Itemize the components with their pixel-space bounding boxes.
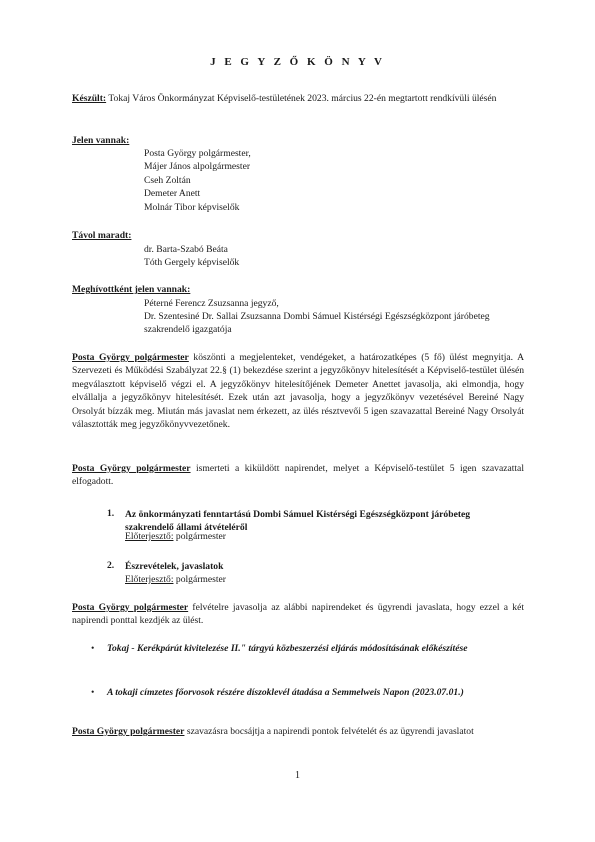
jelen-label: Jelen vannak: bbox=[72, 135, 130, 146]
speaker-name: Posta György polgármester bbox=[72, 352, 189, 363]
paragraph-text: ismerteti a kiküldött napirendet, melyet a Képviselő-testület 5 igen szavazattal elfogadott. bbox=[72, 463, 524, 488]
keszult-label: Készült: bbox=[72, 93, 107, 104]
jelen-item: Posta György polgármester, bbox=[144, 148, 251, 159]
speaker-name: Posta György polgármester bbox=[72, 463, 191, 474]
speaker-name: Posta György polgármester bbox=[72, 726, 185, 737]
agenda-presenter bbox=[125, 573, 226, 586]
jelen-item: Cseh Zoltán bbox=[144, 175, 191, 186]
bullet-icon: • bbox=[91, 643, 95, 654]
agenda-number: 1. bbox=[107, 508, 115, 519]
keszult-text: Tokaj Város Önkormányzat Képviselő-testületének 2023. március 22-én megtartott rendkívüli ülésén bbox=[108, 93, 497, 104]
jelen-item: Májer János alpolgármester bbox=[144, 161, 251, 172]
agenda-title: Észrevételek, javaslatok bbox=[125, 561, 224, 572]
agenda-presenter bbox=[125, 530, 226, 543]
bullet-icon: • bbox=[91, 687, 95, 698]
jelen-item: Demeter Anett bbox=[144, 188, 201, 199]
bullet-item: A tokaji címzetes főorvosok részére díszoklevél átadása a Semmelweis Napon (2023.07.01.) bbox=[107, 687, 464, 698]
ugyrendi-paragraph bbox=[72, 601, 524, 628]
tavol-item: dr. Barta-Szabó Beáta bbox=[144, 244, 228, 255]
agenda-intro-paragraph bbox=[72, 462, 524, 489]
bullet-item: Tokaj - Kerékpárút kivitelezése II." tárgyú közbeszerzési eljárás módosításának előkészítése bbox=[107, 643, 468, 654]
paragraph-text: felvételre javasolja az alábbi napirendeket és ügyrendi javaslata, hogy ezzel a két napirendi ponttal kezdjék az ülést. bbox=[72, 602, 524, 627]
agenda-title: Az önkormányzati fenntartású Dombi Sámuel Kistérségi Egészségközpont járóbeteg szakrendelő állami átvételéről bbox=[125, 509, 471, 534]
paragraph-text: köszönti a megjelenteket, vendégeket, a határozatképes (5 fő) ülést megnyitja. A Szervezeti és Működési Szabályzat 22.§ (1) bekezdése szerint a jegyzőkönyv hitelesítését a Képviselő-testület ülésén megválasztott képviselő végzi el. A jegyzőkönyv hitelesítőjének Demeter Anettet javasolja, aki elmondja, hogy elvállalja a jegyzőkönyv hitelesítését. Ezek után azt javasolja, hogy a jegyzőkönyv vezetésével Bereiné Nagy Orsolyát bízzák meg. Miután más javaslat nem érkezett, az ülés résztvevői 5 igen szavazattal Bereiné Nagy Orsolyát választották meg jegyzőkönyvvezetőnek. bbox=[72, 352, 524, 431]
page-number: 1 bbox=[295, 770, 300, 781]
meghivott-item: Dr. Szentesiné Dr. Sallai Zsuzsanna Dombi Sámuel Kistérségi Egészségközpont járóbeteg szakrendelő igazgatója bbox=[144, 311, 490, 336]
presenter-label: Előterjesztő: bbox=[125, 531, 174, 542]
vote-paragraph bbox=[72, 725, 524, 738]
paragraph-text: szavazásra bocsájtja a napirendi pontok felvételét és az ügyrendi javaslatot bbox=[186, 726, 474, 737]
presenter-value: polgármester bbox=[175, 574, 226, 585]
tavol-item: Tóth Gergely képviselők bbox=[144, 257, 240, 268]
meghivott-label: Meghívottként jelen vannak: bbox=[72, 284, 191, 295]
document-title: J E G Y Z Ő K Ö N Y V bbox=[210, 56, 385, 68]
jelen-item: Molnár Tibor képviselők bbox=[144, 202, 240, 213]
speaker-name: Posta György polgármester bbox=[72, 602, 189, 613]
presenter-value: polgármester bbox=[175, 531, 226, 542]
meghivott-item: Péterné Ferencz Zsuzsanna jegyző, bbox=[144, 298, 279, 309]
keszult-paragraph bbox=[72, 92, 522, 105]
tavol-label: Távol maradt: bbox=[72, 230, 132, 241]
agenda-number: 2. bbox=[107, 560, 115, 571]
opening-paragraph bbox=[72, 351, 524, 431]
presenter-label: Előterjesztő: bbox=[125, 574, 174, 585]
